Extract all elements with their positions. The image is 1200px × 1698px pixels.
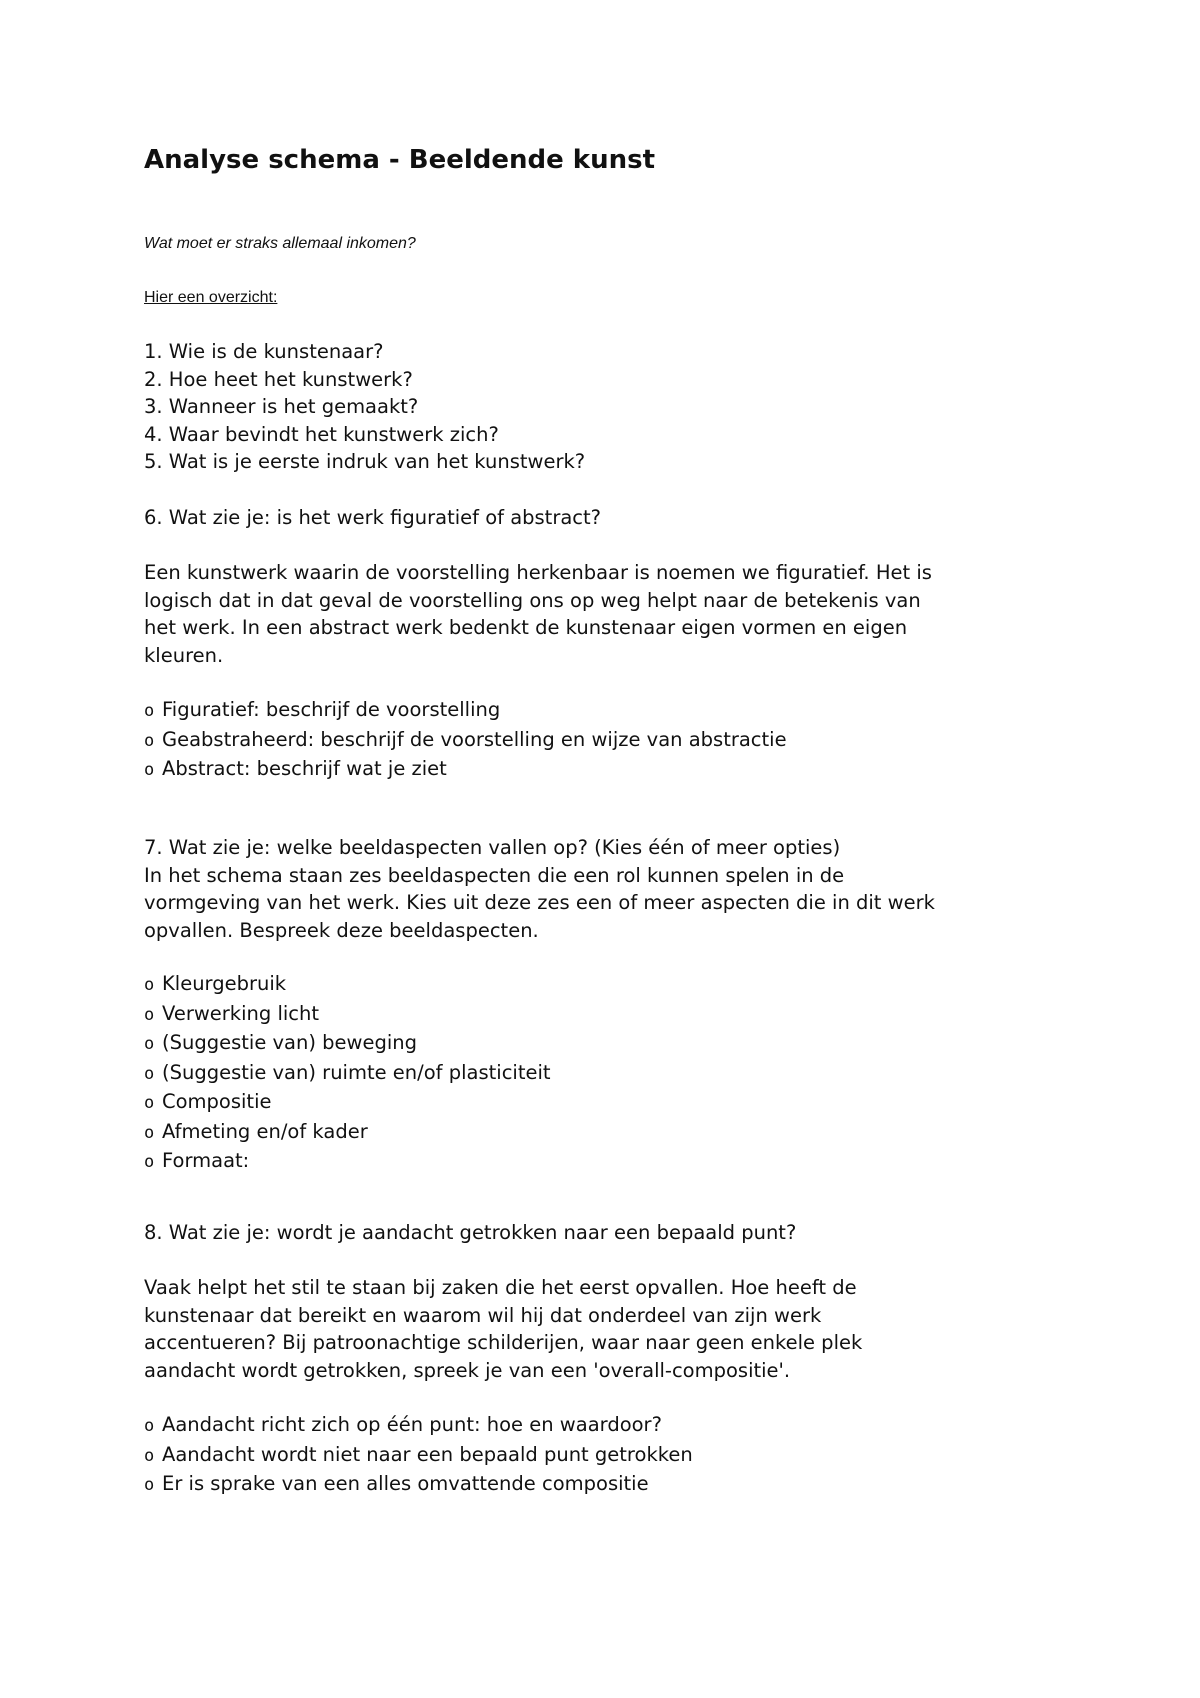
- paragraph-line: Vaak helpt het stil te staan bij zaken die het eerst opvallen. Hoe heeft de: [144, 1276, 857, 1299]
- section-7: [144, 834, 1064, 944]
- bullet-marker: o: [144, 975, 155, 995]
- section-6-options: [144, 696, 1064, 785]
- option-label: Er is sprake van een alles omvattende compositie: [162, 1472, 649, 1495]
- paragraph-line: opvallen. Bespreek deze beeldaspecten.: [144, 918, 539, 942]
- bullet-marker: o: [144, 1034, 155, 1054]
- question-item: 4. Waar bevindt het kunstwerk zich?: [144, 422, 499, 446]
- overview-label: Hier een overzicht:: [144, 289, 278, 306]
- bullet-marker: o: [144, 1152, 155, 1172]
- section-6: [144, 504, 1064, 532]
- option-label: Formaat:: [162, 1149, 250, 1172]
- option-item: [144, 1029, 1064, 1059]
- bullet-marker: o: [144, 1416, 155, 1436]
- paragraph-line: aandacht wordt getrokken, spreek je van een 'overall-compositie'.: [144, 1358, 791, 1382]
- question-item: 1. Wie is de kunstenaar?: [144, 340, 384, 363]
- option-item: [144, 755, 1064, 785]
- option-label: Verwerking licht: [162, 1001, 320, 1025]
- option-label: (Suggestie van) beweging: [162, 1031, 418, 1054]
- bullet-marker: o: [144, 1445, 155, 1466]
- section-7-heading: 7. Wat zie je: welke beeldaspecten vallen op? (Kies één of meer opties): [144, 836, 841, 859]
- question-item: 5. Wat is je eerste indruk van het kunstwerk?: [144, 450, 586, 473]
- option-item: [144, 1118, 1064, 1148]
- option-label: Kleurgebruik: [162, 972, 287, 995]
- option-label: (Suggestie van) ruimte en/of plasticiteit: [162, 1060, 551, 1084]
- bullet-marker: o: [144, 1004, 155, 1025]
- paragraph-line: vormgeving van het werk. Kies uit deze zes een of meer aspecten die in dit werk: [144, 891, 935, 914]
- document-title: Analyse schema - Beeldende kunst: [144, 145, 656, 175]
- paragraph-line: kunstenaar dat bereikt en waarom wil hij dat onderdeel van zijn werk: [144, 1303, 822, 1327]
- question-item: 3. Wanneer is het gemaakt?: [144, 395, 419, 418]
- paragraph-line: In het schema staan zes beeldaspecten die een rol kunnen spelen in de: [144, 863, 845, 887]
- option-item: [144, 1147, 1064, 1177]
- section-8: [144, 1219, 1064, 1247]
- question-item: 2. Hoe heet het kunstwerk?: [144, 367, 413, 391]
- intro-question: Wat moet er straks allemaal inkomen?: [144, 235, 416, 252]
- option-label: Aandacht wordt niet naar een bepaald punt getrokken: [162, 1442, 693, 1466]
- option-label: Compositie: [162, 1090, 272, 1113]
- section-6-paragraph: [144, 559, 1064, 669]
- paragraph-line: het werk. In een abstract werk bedenkt de kunstenaar eigen vormen en eigen: [144, 616, 908, 639]
- bullet-marker: o: [144, 1093, 155, 1113]
- option-item: [144, 1000, 1064, 1030]
- option-label: Afmeting en/of kader: [162, 1119, 368, 1143]
- section-8-heading: 8. Wat zie je: wordt je aandacht getrokken naar een bepaald punt?: [144, 1221, 797, 1244]
- bullet-marker: o: [144, 1122, 155, 1143]
- bullet-marker: o: [144, 760, 155, 780]
- option-label: Geabstraheerd: beschrijf de voorstelling en wijze van abstractie: [162, 727, 787, 751]
- paragraph-line: logisch dat in dat geval de voorstelling ons op weg helpt naar de betekenis van: [144, 588, 921, 612]
- bullet-marker: o: [144, 730, 155, 751]
- option-label: Aandacht richt zich op één punt: hoe en waardoor?: [162, 1413, 662, 1436]
- paragraph-line: kleuren.: [144, 643, 224, 667]
- section-6-heading: 6. Wat zie je: is het werk figuratief of abstract?: [144, 506, 602, 529]
- basic-questions-list: [144, 338, 1064, 476]
- option-item: [144, 1088, 1064, 1118]
- bullet-marker: o: [144, 701, 155, 721]
- option-item: [144, 1441, 1064, 1471]
- option-label: Abstract: beschrijf wat je ziet: [162, 757, 447, 780]
- paragraph-line: Een kunstwerk waarin de voorstelling herkenbaar is noemen we figuratief. Het is: [144, 561, 932, 584]
- paragraph-line: accentueren? Bij patroonachtige schilderijen, waar naar geen enkele plek: [144, 1331, 863, 1354]
- option-item: [144, 1470, 1064, 1500]
- bullet-marker: o: [144, 1475, 155, 1495]
- option-item: [144, 726, 1064, 756]
- option-item: [144, 1411, 1064, 1441]
- section-7-options: [144, 970, 1064, 1177]
- option-item: [144, 970, 1064, 1000]
- bullet-marker: o: [144, 1063, 155, 1084]
- option-item: [144, 1059, 1064, 1089]
- section-8-options: [144, 1411, 1064, 1500]
- option-item: [144, 696, 1064, 726]
- option-label: Figuratief: beschrijf de voorstelling: [162, 698, 501, 721]
- section-8-paragraph: [144, 1274, 1064, 1384]
